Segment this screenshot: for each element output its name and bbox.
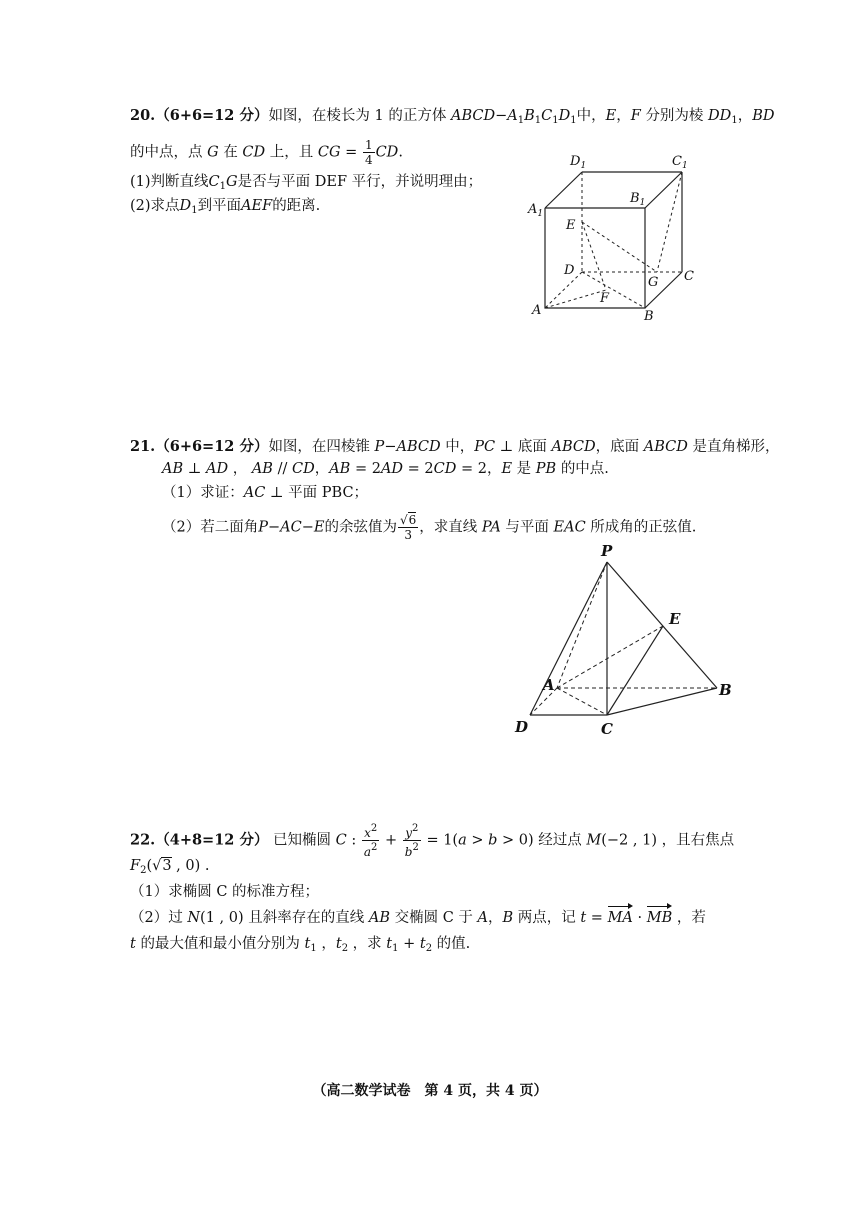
label-C: C bbox=[684, 269, 694, 284]
label-B2: B bbox=[719, 681, 732, 699]
label-D1: $D_1$ bbox=[570, 154, 587, 171]
q21-part1: （1）求证：AC ⊥ 平面 PBC； bbox=[162, 485, 369, 501]
q21-line1: 21.（6+6=12 分）如图，在四棱锥 P−ABCD 中，PC ⊥ 底面 ABCD，底面 ABCD 是直角梯形， bbox=[130, 438, 780, 455]
label-F: F bbox=[600, 291, 610, 306]
label-G: G bbox=[648, 275, 659, 290]
q20-part2: (2)求点$D_1$到平面AEF的距离. bbox=[130, 198, 321, 216]
q22-part1: （1）求椭圆 C 的标准方程； bbox=[130, 884, 320, 900]
q22-score: （4+8=12 分） bbox=[155, 831, 269, 849]
label-C1: $C_1$ bbox=[672, 154, 688, 171]
label-E: E bbox=[566, 218, 576, 233]
q22-part2: （2）过 N(1 , 0) 且斜率存在的直线 AB 交椭圆 C 于 A，B 两点，记 t = MA · MB ，若 bbox=[130, 910, 706, 926]
label-C2: C bbox=[601, 720, 613, 738]
q20-line2: 的中点，点 G 在 CD 上，且 CG = $\frac{1}{4}$ CD. bbox=[130, 138, 403, 167]
label-A: A bbox=[532, 303, 542, 318]
q22-line2: $F_2(√3$ , 0) . bbox=[130, 858, 210, 876]
q20-number: 20. bbox=[130, 107, 156, 124]
label-B: B bbox=[644, 309, 654, 324]
q20-score: （6+6=12 分） bbox=[155, 107, 269, 124]
q21-number: 21. bbox=[130, 438, 156, 455]
label-P: P bbox=[601, 542, 613, 560]
q20-line1: 20.（6+6=12 分）如图，在棱长为 1 的正方体 $ABCD-A_1B_1C_1D_1$中，E，F 分别为棱 $DD_1$，BD bbox=[130, 107, 775, 126]
label-A1: $A_1$ bbox=[528, 202, 544, 219]
q22-number: 22. bbox=[130, 831, 156, 849]
pyramid-figure bbox=[505, 540, 745, 740]
q22-line1: 22.（4+8=12 分） 已知椭圆 C : $\frac{x^2}{a^2}$ + $\frac{y^2}{b^2}$ = 1(a > b > 0) 经过点 M(−2 , 1) ，且右焦点 bbox=[130, 823, 735, 859]
label-E2: E bbox=[669, 610, 681, 628]
label-A2: A bbox=[543, 676, 555, 694]
q21-line2: AB ⊥ AD ， AB // CD，AB = 2AD = 2CD = 2，E 是 PB 的中点. bbox=[162, 461, 609, 477]
cube-figure bbox=[520, 150, 700, 325]
q22-part3: t 的最大值和最小值分别为 $t_1$ ，$t_2$ ，求 $t_1 + t_2$ 的值. bbox=[130, 936, 471, 954]
label-B1: $B_1$ bbox=[630, 191, 646, 208]
label-D: D bbox=[564, 263, 575, 278]
q21-score: （6+6=12 分） bbox=[155, 438, 269, 455]
label-D2: D bbox=[515, 718, 529, 736]
q21-part2: （2）若二面角P−AC−E的余弦值为 $\frac{√6}{3}$ ，求直线 PA 与平面 EAC 所成角的正弦值. bbox=[162, 513, 697, 542]
q20-part1: (1)判断直线$C_1G$是否与平面 DEF 平行，并说明理由； bbox=[130, 174, 483, 192]
page-footer: （高二数学试卷 第 4 页，共 4 页） bbox=[312, 1083, 548, 1099]
